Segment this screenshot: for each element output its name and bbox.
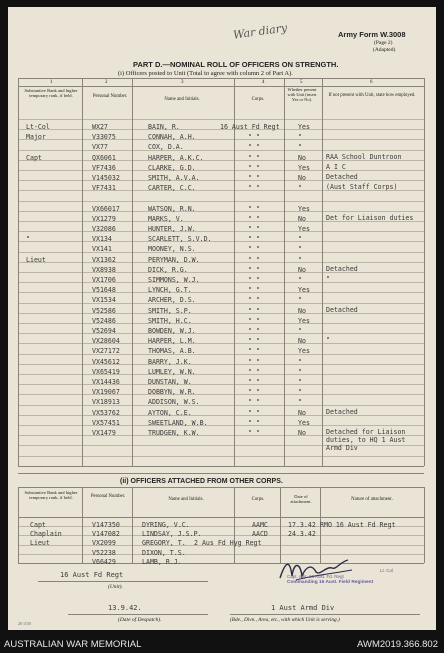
cell-corps: " " bbox=[248, 296, 260, 305]
cell-rank: Lt-Col bbox=[26, 123, 50, 131]
cell-rank: Lieut bbox=[26, 255, 46, 264]
cell-present: Yes bbox=[298, 225, 310, 233]
cell-num: VX27172 bbox=[92, 347, 120, 356]
cell-corps: " " bbox=[248, 133, 260, 142]
cell-corps: " " bbox=[248, 429, 260, 437]
cell-corps: " " bbox=[248, 398, 260, 407]
cell-rank: Capt bbox=[26, 153, 42, 162]
unit-line bbox=[38, 581, 208, 582]
cell-present: No bbox=[298, 306, 306, 315]
part-title: PART D.—NOMINAL ROLL OF OFFICERS ON STRENGTH. bbox=[133, 60, 339, 69]
cell-num: VX8938 bbox=[92, 265, 116, 274]
unit-value: 16 Aust Fd Regt bbox=[60, 571, 124, 579]
table-row bbox=[8, 397, 436, 407]
cell-num: VX53762 bbox=[92, 408, 120, 417]
rule bbox=[18, 473, 424, 474]
cell-name: HUNTER, J.W. bbox=[148, 225, 196, 233]
cell-present: No bbox=[298, 153, 306, 162]
date-label: (Date of Despatch). bbox=[118, 617, 162, 623]
cell-present: No bbox=[298, 408, 306, 417]
cell-num: V32086 bbox=[92, 225, 116, 233]
table-row bbox=[8, 538, 436, 547]
cell-name: LAMB, R.J. bbox=[142, 557, 182, 566]
cell-present: " bbox=[298, 327, 302, 335]
cell-corps: " " bbox=[248, 286, 260, 295]
page-label: (Page 2) bbox=[374, 40, 393, 46]
cell-num: VX57451 bbox=[92, 418, 120, 427]
cell-present: " bbox=[298, 367, 302, 376]
cell-corps: " " bbox=[248, 337, 260, 346]
table-row bbox=[8, 408, 436, 418]
table-row bbox=[8, 336, 436, 346]
rule bbox=[18, 456, 424, 457]
cell-num: V147350 bbox=[92, 521, 120, 529]
table-row bbox=[8, 255, 436, 265]
cell-employed: Detached for Liaison duties, to HQ 1 Aust Armd Div bbox=[326, 428, 406, 452]
cell-num: QX6061 bbox=[92, 153, 116, 162]
cell-num: V51648 bbox=[92, 286, 116, 295]
cell-employed: (Aust Staff Corps) bbox=[326, 183, 398, 192]
column-number: 4 bbox=[262, 80, 265, 85]
cell-num: VX14436 bbox=[92, 378, 120, 386]
table-row bbox=[8, 163, 436, 173]
header-ii-name: Name and Initials. bbox=[168, 497, 204, 502]
column-number: 6 bbox=[370, 80, 373, 85]
cell-present: " bbox=[298, 296, 302, 305]
cell-corps: 16 Aust Fd Regt bbox=[220, 123, 280, 131]
cell-name: DOBBYN, W.R. bbox=[148, 388, 196, 397]
column-number: 3 bbox=[181, 80, 184, 85]
cell-num: VX28604 bbox=[92, 337, 120, 346]
cell-num: VX1362 bbox=[92, 255, 116, 264]
cell-employed: " bbox=[326, 336, 330, 345]
cell-present: No bbox=[298, 265, 306, 274]
stamp-line-2: Commanding 16 Aust. Field Regiment bbox=[287, 580, 374, 585]
cell-employed: Detached bbox=[326, 407, 358, 416]
cell-corps: " " bbox=[248, 184, 260, 193]
cell-employed: Det for Liaison duties bbox=[326, 213, 414, 222]
cell-name: TRUDGEN, K.W. bbox=[148, 429, 200, 437]
table-row bbox=[8, 529, 436, 538]
cell-name: DICK, R.G. bbox=[148, 265, 188, 274]
cell-num: VX77 bbox=[92, 143, 108, 152]
cell-name: CLARKE, G.D. bbox=[148, 163, 196, 172]
cell-corps: " " bbox=[248, 388, 260, 397]
cell-present: " bbox=[298, 184, 302, 193]
cell-name: SMITH, H.C. bbox=[148, 316, 192, 325]
cell-employed: Detached bbox=[326, 173, 358, 181]
unit-label: (Unit). bbox=[108, 584, 123, 590]
table-row bbox=[8, 548, 436, 557]
table-row bbox=[8, 224, 436, 234]
section-i-title: (i) Officers posted to Unit (Total to agree with column 2 of Part A). bbox=[118, 70, 293, 77]
army-form-label: Army Form W.3008 bbox=[338, 30, 406, 39]
cell-num: VX1534 bbox=[92, 296, 116, 305]
cell-name: ARCHER, D.S. bbox=[148, 296, 196, 305]
header-ii-nature: Nature of attachment. bbox=[351, 497, 393, 502]
cell-name: SIMMONS, W.J. bbox=[148, 276, 200, 284]
table-row bbox=[8, 183, 436, 193]
cell-present: " bbox=[298, 255, 302, 264]
cell-name: PERYMAN, D.W. bbox=[148, 255, 200, 264]
cell-present: Yes bbox=[298, 418, 310, 427]
header-ii-corps: Corps. bbox=[251, 497, 265, 502]
cell-present: " bbox=[298, 357, 302, 366]
cell-corps: 2 Aus Fd Hyg Regt bbox=[194, 539, 262, 548]
cell-corps: " " bbox=[248, 327, 260, 335]
cell-name: SMITH, A.V.A. bbox=[148, 174, 200, 182]
cell-corps: " " bbox=[248, 143, 260, 152]
cell-num: WX27 bbox=[92, 123, 108, 131]
cell-corps: " " bbox=[248, 153, 260, 162]
header-corps: Corps. bbox=[251, 97, 265, 102]
cell-employed: Detached bbox=[326, 305, 358, 314]
cell-num: V33075 bbox=[92, 133, 116, 142]
cell-present: " bbox=[298, 378, 302, 386]
cell-present: Yes bbox=[298, 123, 310, 131]
table-row bbox=[8, 326, 436, 336]
cell-num: VX1279 bbox=[92, 214, 116, 223]
table-row bbox=[8, 520, 436, 529]
bde-value: 1 Aust Armd Div bbox=[271, 604, 335, 612]
cell-present: Yes bbox=[298, 316, 310, 325]
table-row bbox=[8, 346, 436, 356]
cell-name: BOWDEN, W.J. bbox=[148, 327, 196, 335]
cell-present: " bbox=[298, 398, 302, 407]
cell-present: " bbox=[298, 133, 302, 142]
cell-num: VX19067 bbox=[92, 388, 120, 397]
rule bbox=[18, 487, 424, 488]
cell-corps: " " bbox=[248, 276, 260, 284]
header-name: Name and Initials. bbox=[164, 97, 200, 102]
cell-corps: " " bbox=[248, 316, 260, 325]
cell-num: V52694 bbox=[92, 327, 116, 335]
cell-name: THOMAS, A.B. bbox=[148, 347, 196, 356]
cell-name: MOONEY, N.S. bbox=[148, 245, 196, 254]
table-row bbox=[8, 173, 436, 183]
header-employed: If not present with Unit, state how employed. bbox=[328, 93, 416, 98]
table-row bbox=[8, 377, 436, 387]
print-code: 20 1150 bbox=[18, 621, 31, 626]
cell-present: " bbox=[298, 388, 302, 397]
cell-employed: " bbox=[326, 275, 330, 283]
adapted-label: (Adapted) bbox=[373, 47, 396, 53]
margin-note: War diary bbox=[232, 21, 288, 42]
rule bbox=[18, 78, 424, 79]
cell-num: V66429 bbox=[92, 557, 116, 566]
cell-employed: Detached bbox=[326, 264, 358, 273]
cell-rank: Major bbox=[26, 133, 46, 142]
table-row bbox=[8, 204, 436, 214]
cell-num: VX1706 bbox=[92, 276, 116, 284]
table-row bbox=[8, 357, 436, 367]
table-row bbox=[8, 142, 436, 152]
column-number: 5 bbox=[300, 80, 303, 85]
cell-num: VX18913 bbox=[92, 398, 120, 407]
cell-corps: AACD bbox=[252, 530, 268, 539]
cell-corps: " " bbox=[248, 214, 260, 223]
cell-corps: " " bbox=[248, 306, 260, 315]
cell-num: V52486 bbox=[92, 316, 116, 325]
table-row bbox=[8, 428, 436, 452]
cell-num: V52586 bbox=[92, 306, 116, 315]
rule bbox=[18, 119, 424, 120]
cell-name: WATSON, R.N. bbox=[148, 204, 196, 213]
cell-corps: " " bbox=[248, 245, 260, 254]
cell-num: VX1479 bbox=[92, 429, 116, 437]
cell-num: V52238 bbox=[92, 548, 116, 557]
cell-name: MARKS, V. bbox=[148, 214, 184, 223]
header-ii-rank: Substantive Rank and higher temporary rank, if held. bbox=[24, 490, 78, 501]
cell-name: DYRING, V.C. bbox=[142, 521, 190, 529]
rule bbox=[18, 86, 424, 87]
cell-present: " bbox=[298, 235, 302, 244]
cell-nature: RMO 16 Aust Fd Regt bbox=[320, 521, 396, 529]
cell-date: 24.3.42 bbox=[288, 530, 316, 539]
cell-name: HARPER, A.K.C. bbox=[148, 153, 204, 162]
cell-employed: RAA School Duntroon bbox=[326, 152, 402, 161]
cell-corps: " " bbox=[248, 265, 260, 274]
cell-name: SMITH, S.P. bbox=[148, 306, 192, 315]
cell-corps: " " bbox=[248, 163, 260, 172]
cell-num: VX45612 bbox=[92, 357, 120, 366]
table-row bbox=[8, 234, 436, 244]
table-row bbox=[8, 387, 436, 397]
cell-name: COX, D.A. bbox=[148, 143, 184, 152]
table-row bbox=[8, 306, 436, 316]
table-row bbox=[8, 132, 436, 142]
cell-date: 17.3.42 bbox=[288, 521, 316, 529]
section-ii-title: (ii) OFFICERS ATTACHED FROM OTHER CORPS. bbox=[120, 478, 283, 485]
archive-name: AUSTRALIAN WAR MEMORIAL bbox=[4, 639, 142, 650]
table-row bbox=[8, 367, 436, 377]
cell-corps: " " bbox=[248, 225, 260, 233]
table-row bbox=[8, 285, 436, 295]
cell-num: VX65419 bbox=[92, 367, 120, 376]
table-row bbox=[8, 193, 436, 203]
table-row bbox=[8, 418, 436, 428]
cell-corps: " " bbox=[248, 204, 260, 213]
table-row bbox=[8, 214, 436, 224]
cell-name: BAIN, R. bbox=[148, 123, 180, 131]
header-personal-number: Personal Number. bbox=[92, 94, 128, 99]
cell-name: HARPER, L.M. bbox=[148, 337, 196, 346]
cell-num: VX134 bbox=[92, 235, 112, 244]
cell-corps: " " bbox=[248, 357, 260, 366]
cell-corps: " " bbox=[248, 418, 260, 427]
table-row bbox=[8, 265, 436, 275]
cell-corps: " " bbox=[248, 255, 260, 264]
date-line bbox=[68, 614, 208, 615]
cell-corps: " " bbox=[248, 378, 260, 386]
cell-corps: " " bbox=[248, 174, 260, 182]
table-row bbox=[8, 275, 436, 285]
table-row bbox=[8, 122, 436, 132]
bde-line bbox=[230, 614, 420, 615]
cell-num: VX2099 bbox=[92, 539, 116, 548]
cell-present: Yes bbox=[298, 163, 310, 172]
cell-rank: Capt bbox=[30, 521, 46, 529]
table-row bbox=[8, 295, 436, 305]
cell-num: VX141 bbox=[92, 245, 112, 254]
cell-name: DIXON, T.S. bbox=[142, 548, 186, 557]
cell-present: No bbox=[298, 174, 306, 182]
rule bbox=[18, 517, 424, 518]
cell-corps: AAMC bbox=[252, 521, 268, 529]
table-row bbox=[8, 316, 436, 326]
cell-corps: " " bbox=[248, 235, 260, 244]
stamp-line-1: Capt. Adjt. 16 Aust. Fd. Regt bbox=[287, 574, 344, 579]
cell-present: No bbox=[298, 214, 306, 223]
header-ii-date: Date of attachment. bbox=[290, 494, 312, 505]
cell-name: CARTER, C.C. bbox=[148, 184, 196, 193]
cell-rank: " bbox=[26, 235, 30, 244]
archive-reference: AWM2019.366.802 bbox=[357, 639, 438, 650]
archive-footer bbox=[0, 637, 444, 653]
cell-name: GREGORY, T. bbox=[142, 539, 186, 548]
cell-rank: Lieut bbox=[30, 539, 50, 548]
cell-name: LUMLEY, W.N. bbox=[148, 367, 196, 376]
cell-present: " bbox=[298, 143, 302, 152]
table-row bbox=[8, 557, 436, 566]
cell-num: V145032 bbox=[92, 174, 120, 182]
cell-name: CONNAH, A.H. bbox=[148, 133, 196, 142]
cell-present: No bbox=[298, 429, 306, 437]
cell-employed: A I C bbox=[326, 162, 346, 171]
cell-name: LYNCH, G.T. bbox=[148, 286, 192, 295]
cell-name: SCARLETT, S.V.D. bbox=[148, 235, 212, 244]
header-rank: Substantive Rank and higher temporary rank, if held. bbox=[24, 88, 78, 99]
bde-label: (Bde., Divn., Area, etc., with which Unit is serving.) bbox=[230, 617, 340, 623]
cell-present: No bbox=[298, 337, 306, 346]
cell-name: LINDSAY, J.S.P. bbox=[142, 530, 202, 539]
stamp-line-3: Lt. Col bbox=[380, 568, 394, 573]
table-row bbox=[8, 153, 436, 163]
cell-num: VX66017 bbox=[92, 204, 120, 213]
column-number: 2 bbox=[105, 80, 108, 85]
header-ii-personal-number: Personal Number. bbox=[90, 494, 126, 499]
cell-name: AYTON, C.E. bbox=[148, 408, 192, 417]
cell-name: BARRY, J.K. bbox=[148, 357, 192, 366]
cell-corps: " " bbox=[248, 408, 260, 417]
cell-num: VF7431 bbox=[92, 184, 116, 193]
cell-corps: " " bbox=[248, 367, 260, 376]
cell-present: Yes bbox=[298, 204, 310, 213]
cell-present: Yes bbox=[298, 286, 310, 295]
cell-corps: " " bbox=[248, 347, 260, 356]
date-value: 13.9.42. bbox=[108, 604, 142, 612]
cell-present: " bbox=[298, 245, 302, 254]
cell-present: " bbox=[298, 276, 302, 284]
cell-name: DUNSTAN, W. bbox=[148, 378, 192, 386]
cell-present: Yes bbox=[298, 347, 310, 356]
table-row bbox=[8, 244, 436, 254]
header-present: Whether present with Unit (insert Yes or No). bbox=[287, 87, 317, 103]
column-number: 1 bbox=[50, 80, 53, 85]
cell-name: ADDISON, W.S. bbox=[148, 398, 200, 407]
cell-rank: Chaplain bbox=[30, 530, 62, 539]
cell-num: V147082 bbox=[92, 530, 120, 539]
rule bbox=[18, 466, 424, 467]
document-page bbox=[8, 7, 436, 630]
cell-name: SWEETLAND, W.B. bbox=[148, 418, 208, 427]
cell-num: VF7436 bbox=[92, 163, 116, 172]
